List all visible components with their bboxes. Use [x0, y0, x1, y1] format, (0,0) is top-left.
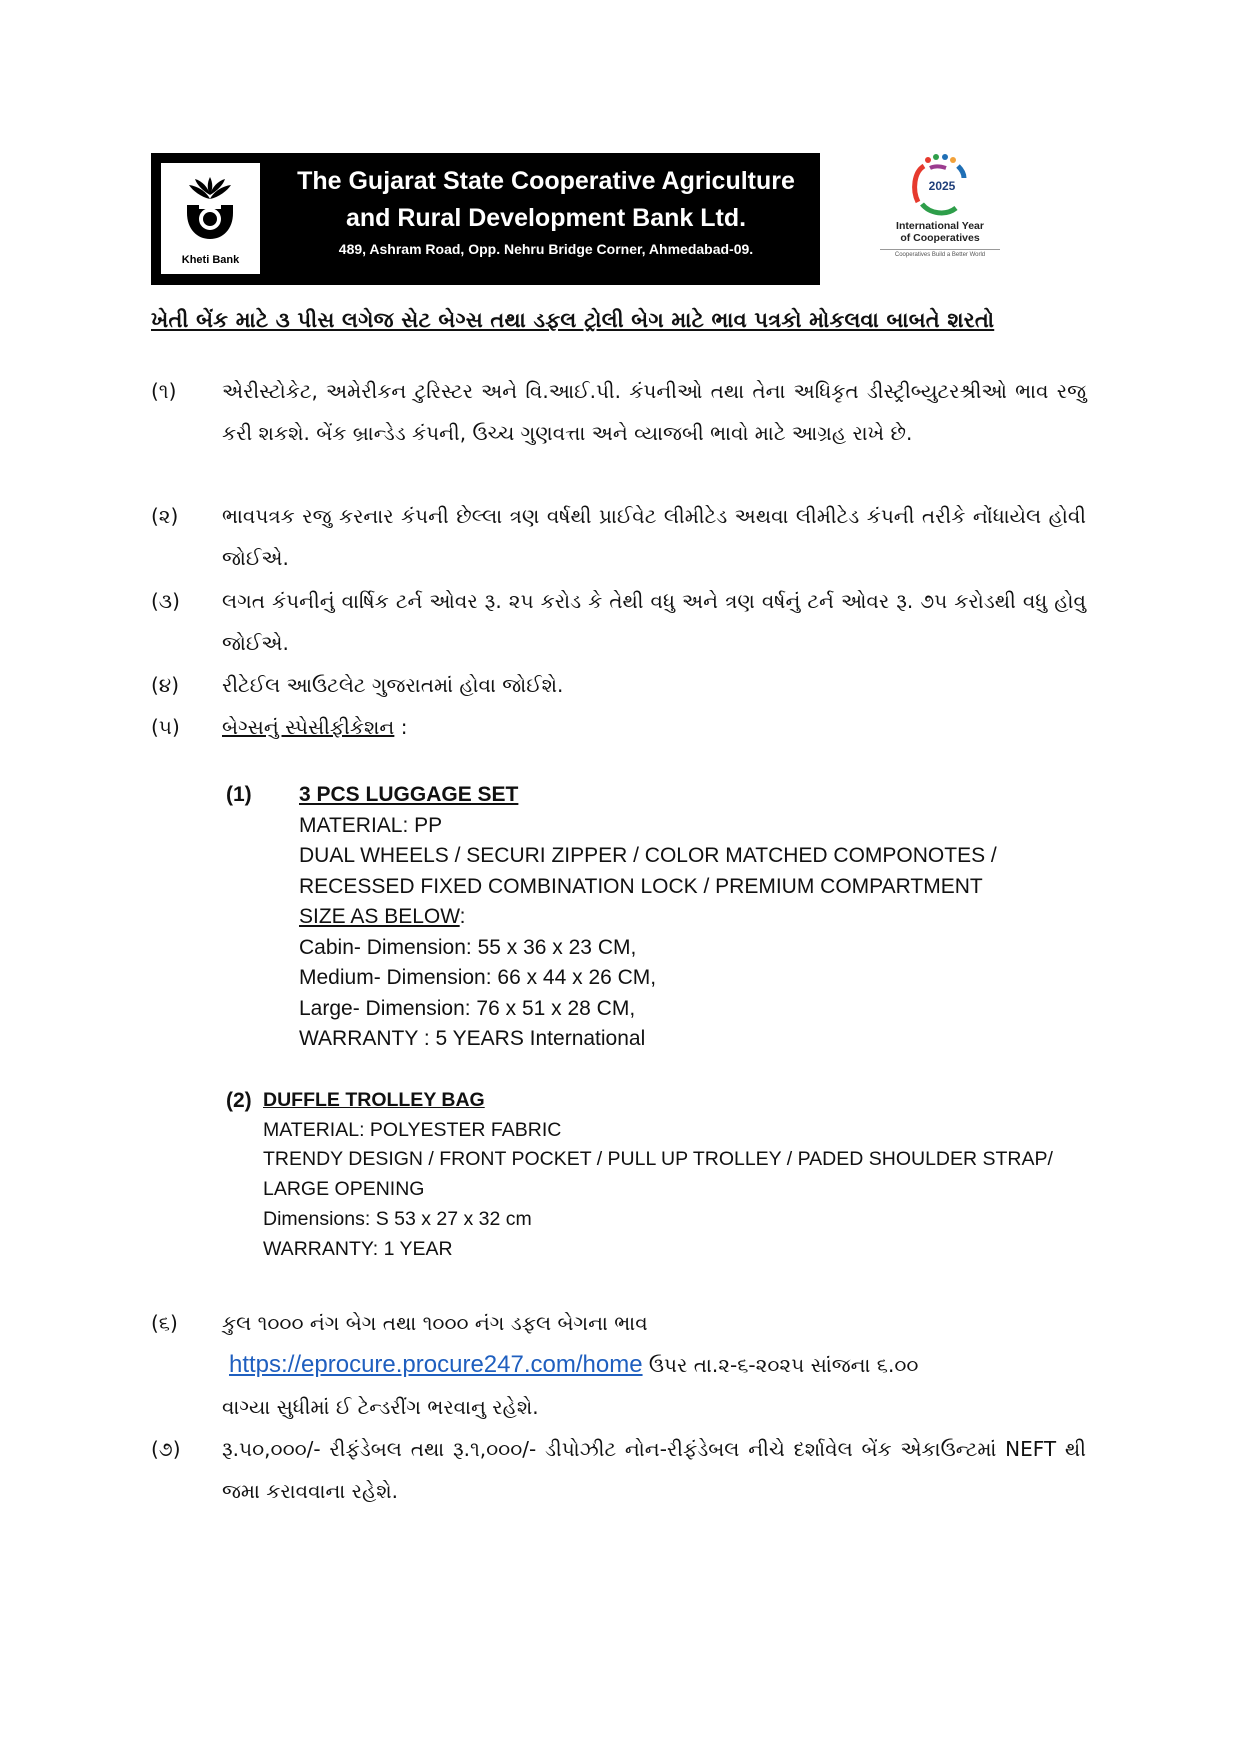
- logo-caption: Kheti Bank: [181, 254, 240, 266]
- spec-features: TRENDY DESIGN / FRONT POCKET / PULL UP TROLLEY / PADED SHOULDER STRAP/ LARGE OPENING: [263, 1148, 1053, 1201]
- clause-number: (૧): [151, 379, 177, 403]
- specification-label-suffix: :: [394, 715, 408, 739]
- specification-label: બેગ્સનું સ્પેસીફીકેશન: [222, 715, 395, 739]
- international-year-of-cooperatives-logo: [880, 150, 1000, 280]
- spec-cabin-dimension: Cabin- Dimension: 55 x 36 x 23 CM,: [299, 935, 637, 959]
- clause-number: (૪): [151, 673, 180, 697]
- spec-heading: DUFFLE TROLLEY BAG: [263, 1089, 485, 1111]
- document-title: ખેતી બેંક માટે ૩ પીસ લગેજ સેટ બેગ્સ તથા ડફલ ટ્રોલી બેગ માટે ભાવ પત્રકો મોકલવા બાબતે શરતો: [151, 308, 995, 332]
- clause-text: કુલ ૧૦૦૦ નંગ બેગ તથા ૧૦૦૦ નંગ ડફલ બેગના ભાવ: [222, 1311, 648, 1335]
- clause-text-after-link: ઉપર તા.૨-૬-૨૦૨૫ સાંજના ૬.૦૦: [642, 1353, 919, 1377]
- clause-text: લગત કંપનીનું વાર્ષિક ટર્ન ઓવર રૂ. ૨૫ કરોડ કે તેથી વધુ અને ત્રણ વર્ષનું ટર્ન ઓવર રૂ. ૭૫ કરોડથી વધુ હોવુ જોઈએ.: [222, 589, 1086, 655]
- iyc-title: [880, 220, 1000, 244]
- clause-text: એરીસ્ટોકેટ, અમેરીકન ટુરિસ્ટર અને વિ.આઈ.પી. કંપનીઓ તથા તેના અધિકૃત ડીસ્ટ્રીબ્યુટરશ્રીઓ ભાવ રજુ કરી શકશે. બેંક બ્રાન્ડેડ કંપની, ઉચ્ચ ગુણવત્તા અને વ્યાજબી ભાવો માટે આગ્રહ રાખે છે.: [222, 379, 1086, 445]
- eprocure-link[interactable]: https://eprocure.procure247.com/home: [229, 1351, 643, 1378]
- spec-number: (2): [226, 1089, 252, 1112]
- clause-2: [151, 495, 1086, 579]
- iyc-title-line1: International Year: [896, 220, 984, 232]
- clause-4: [151, 664, 1086, 706]
- plant-emblem-icon: [179, 171, 241, 249]
- clause-6: [151, 1302, 1086, 1428]
- bank-address: 489, Ashram Road, Opp. Nehru Bridge Corner, Ahmedabad-09.: [338, 241, 754, 257]
- spec-features: DUAL WHEELS / SECURI ZIPPER / COLOR MATCHED COMPONOTES / RECESSED FIXED COMBINATION LOCK / PREMIUM COMPARTMENT: [299, 844, 997, 898]
- spec-dimensions: Dimensions: S 53 x 27 x 32 cm: [263, 1207, 532, 1230]
- spec-luggage-set: [226, 780, 1099, 1055]
- spec-warranty: WARRANTY : 5 YEARS International: [299, 1027, 646, 1050]
- clause-number: (૭): [151, 1437, 181, 1461]
- spec-duffle-trolley: [226, 1086, 1093, 1264]
- clause-text: રૂ.૫૦,૦૦૦/- રીફંડેબલ તથા રૂ.૧,૦૦૦/- ડીપોઝીટ નોન-રીફંડેબલ નીચે દર્શાવેલ બેંક એકાઉન્ટમાં NEFT થી જમા કરાવવાના રહેશે.: [222, 1437, 1086, 1503]
- iyc-emblem-icon: [900, 150, 980, 220]
- spec-size-label: SIZE AS BELOW:: [299, 905, 466, 928]
- clause-number: (૨): [151, 504, 179, 528]
- spec-large-dimension: Large- Dimension: 76 x 51 x 28 CM,: [299, 996, 636, 1020]
- iyc-tagline: Cooperatives Build a Better World: [880, 249, 1000, 258]
- clause-text-end: વાગ્યા સુધીમાં ઈ ટેન્ડરીંગ ભરવાનુ રહેશે.: [222, 1395, 539, 1419]
- bank-name-line2: and Rural Development Bank Ltd.: [345, 204, 747, 232]
- bank-name: [276, 163, 816, 237]
- clause-number: (૩): [151, 589, 180, 613]
- spec-medium-dimension: Medium- Dimension: 66 x 44 x 26 CM,: [299, 966, 657, 989]
- bank-name-line1: The Gujarat State Cooperative Agriculture: [297, 167, 795, 195]
- spec-number: (1): [226, 783, 252, 806]
- clause-number: (૫): [151, 715, 180, 739]
- iyc-title-line2: of Cooperatives: [900, 232, 980, 244]
- spec-material: MATERIAL: PP: [299, 813, 443, 837]
- spec-heading: 3 PCS LUGGAGE SET: [299, 783, 519, 806]
- spec-warranty: WARRANTY: 1 YEAR: [263, 1237, 453, 1260]
- kheti-bank-logo: [161, 163, 260, 274]
- clause-number: (૬): [151, 1311, 178, 1335]
- clause-text: રીટેઈલ આઉટલેટ ગુજરાતમાં હોવા જોઈશે.: [222, 673, 564, 697]
- clause-1: [151, 370, 1086, 454]
- clause-text: ભાવપત્રક રજુ કરનાર કંપની છેલ્લા ત્રણ વર્ષથી પ્રાઈવેટ લીમીટેડ અથવા લીમીટેડ કંપની તરીકે નોંધાયેલ હોવી જોઈએ.: [222, 504, 1086, 570]
- clause-text: [222, 706, 1086, 748]
- clause-3: [151, 580, 1086, 664]
- clause-5: [151, 706, 1086, 748]
- iyc-year: 2025: [928, 179, 956, 193]
- bank-letterhead-banner: [151, 153, 820, 285]
- spec-material: MATERIAL: POLYESTER FABRIC: [263, 1118, 562, 1141]
- clause-7: [151, 1428, 1086, 1512]
